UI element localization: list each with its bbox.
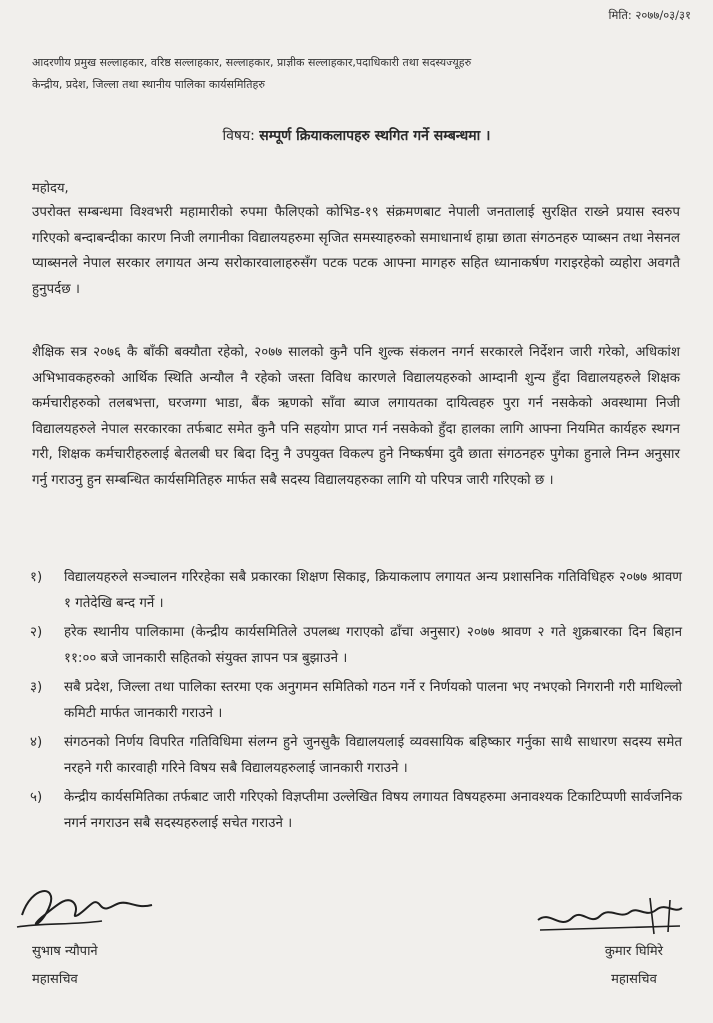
list-item (30, 675, 682, 726)
paragraph-1: उपरोक्त सम्बन्धमा विश्वभरी महामारीको रुपमा फैलिएको कोभिड-१९ संक्रमणबाट नेपाली जनतालाई सुरक्षित राख्ने प्रयास स्वरुप गरिएको बन्दाबन्दीका कारण निजी लगानीका विद्यालयहरुमा सृजित समस्याहरुको समाधानार्थ हाम्रा छाता संगठनहरु प्याब्सन तथा नेसनल प्याब्सनले नेपाल सरकार लगायत अन्य सरोकारवालाहरुसँग पटक पटक आफ्ना मागहरु सहित ध्यानाकर्षण गराइरहेको व्यहोरा अवगतै हुनुपर्दछ । (32, 205, 680, 297)
list-item-text: केन्द्रीय कार्यसमितिका तर्फबाट जारी गरिएको विज्ञप्तीमा उल्लेखित विषय लगायत विषयहरुमा अनावश्यक टिकाटिप्पणी सार्वजनिक नगर्न नगराउन सबै सदस्यहरुलाई सचेत गराउने । (64, 790, 682, 831)
list-item-number: ४) (30, 735, 43, 750)
list-item (30, 730, 682, 781)
signatory-left (32, 938, 98, 994)
decision-list (30, 565, 682, 840)
subject-text: सम्पूर्ण क्रियाकलापहरु स्थगित गर्ने सम्बन्धमा । (259, 128, 491, 144)
list-item-number: ३) (30, 680, 43, 695)
list-item (30, 565, 682, 616)
letter-date: मिति: २०७७/०३/३१ (608, 8, 691, 22)
list-item-number: ५) (30, 790, 43, 805)
paragraph-2: शैक्षिक सत्र २०७६ कै बाँकी बक्यौता रहेको, २०७७ सालको कुनै पनि शुल्क संकलन नगर्न सरकारले निर्देशन जारी गरेको, अधिकांश अभिभावकहरुको आर्थिक स्थिति अन्यौल नै रहेको जस्ता विविध कारणले विद्यालयहरुको आम्दानी शुन्य हुँदा विद्यालयहरुले शिक्षक कर्मचारीहरुको तलबभत्ता, घरजग्गा भाडा, बैंक ऋणको साँवा ब्याज लगायतका दायित्वहरु पुरा गर्न नसकेको अवस्थामा निजी विद्यालयहरुले नेपाल सरकारका तर्फबाट समेत कुनै पनि सहयोग प्राप्त गर्न नसकेको हुँदा हालका लागि आफ्ना नियमित कार्यहरु स्थगन गरी, शिक्षक कर्मचारीहरुलाई बेतलबी घर बिदा दिनु नै उपयुक्त विकल्प हुने निष्कर्षमा दुवै छाता संगठनहरु पुगेका हुनाले निम्न अनुसार गर्नु गराउनु हुन सम्बन्धित कार्यसमितिहरु मार्फत सबै सदस्य विद्यालयहरुका लागि यो परिपत्र जारी गरिएको छ । (32, 345, 680, 488)
list-item-text: विद्यालयहरुले सञ्चालन गरिरहेका सबै प्रकारका शिक्षण सिकाइ, क्रियाकलाप लगायत अन्य प्रशासनिक गतिविधिहरु २०७७ श्रावण १ गतेदेखि बन्द गर्ने । (64, 570, 682, 611)
signatory-right (605, 938, 663, 994)
list-item (30, 620, 682, 671)
addressee-block (32, 52, 471, 96)
list-item-text: सबै प्रदेश, जिल्ला तथा पालिका स्तरमा एक अनुगमन समितिको गठन गर्ने र निर्णयको पालना भए नभएको निगरानी गरी माथिल्लो कमिटी मार्फत जानकारी गराउने । (64, 680, 682, 721)
list-item (30, 785, 682, 836)
signature-left-icon (12, 875, 162, 935)
signatory-title: महासचिव (611, 972, 657, 987)
signatory-name: सुभाष न्यौपाने (32, 944, 98, 959)
subject-label: विषय: (222, 128, 255, 144)
addressee-line-1: आदरणीय प्रमुख सल्लाहकार, वरिष्ठ सल्लाहकार, सल्लाहकार, प्राज्ञीक सल्लाहकार,पदाधिकारी तथा सदस्यज्यूहरु (32, 56, 472, 69)
list-item-text: हरेक स्थानीय पालिकामा (केन्द्रीय कार्यसमितिले उपलब्ध गराएको ढाँचा अनुसार) २०७७ श्रावण २ गते शुक्रबारका दिन बिहान ११:०० बजे जानकारी सहितको संयुक्त ज्ञापन पत्र बुझाउने । (64, 625, 682, 666)
list-item-number: २) (30, 625, 43, 640)
signatory-title: महासचिव (32, 972, 78, 987)
signatory-name: कुमार घिमिरे (604, 944, 663, 959)
list-item-number: १) (30, 570, 43, 585)
subject-line (0, 126, 713, 145)
list-item-text: संगठनको निर्णय विपरित गतिविधिमा संलग्न हुने जुनसुकै विद्यालयलाई व्यवसायिक बहिष्कार गर्नुका साथै साधारण सदस्य समेत नरहने गरी कारवाही गरिने विषय सबै विद्यालयहरुलाई जानकारी गराउने । (64, 735, 682, 776)
addressee-line-2: केन्द्रीय, प्रदेश, जिल्ला तथा स्थानीय पालिका कार्यसमितिहरु (32, 78, 265, 91)
salutation: महोदय, (32, 181, 69, 196)
